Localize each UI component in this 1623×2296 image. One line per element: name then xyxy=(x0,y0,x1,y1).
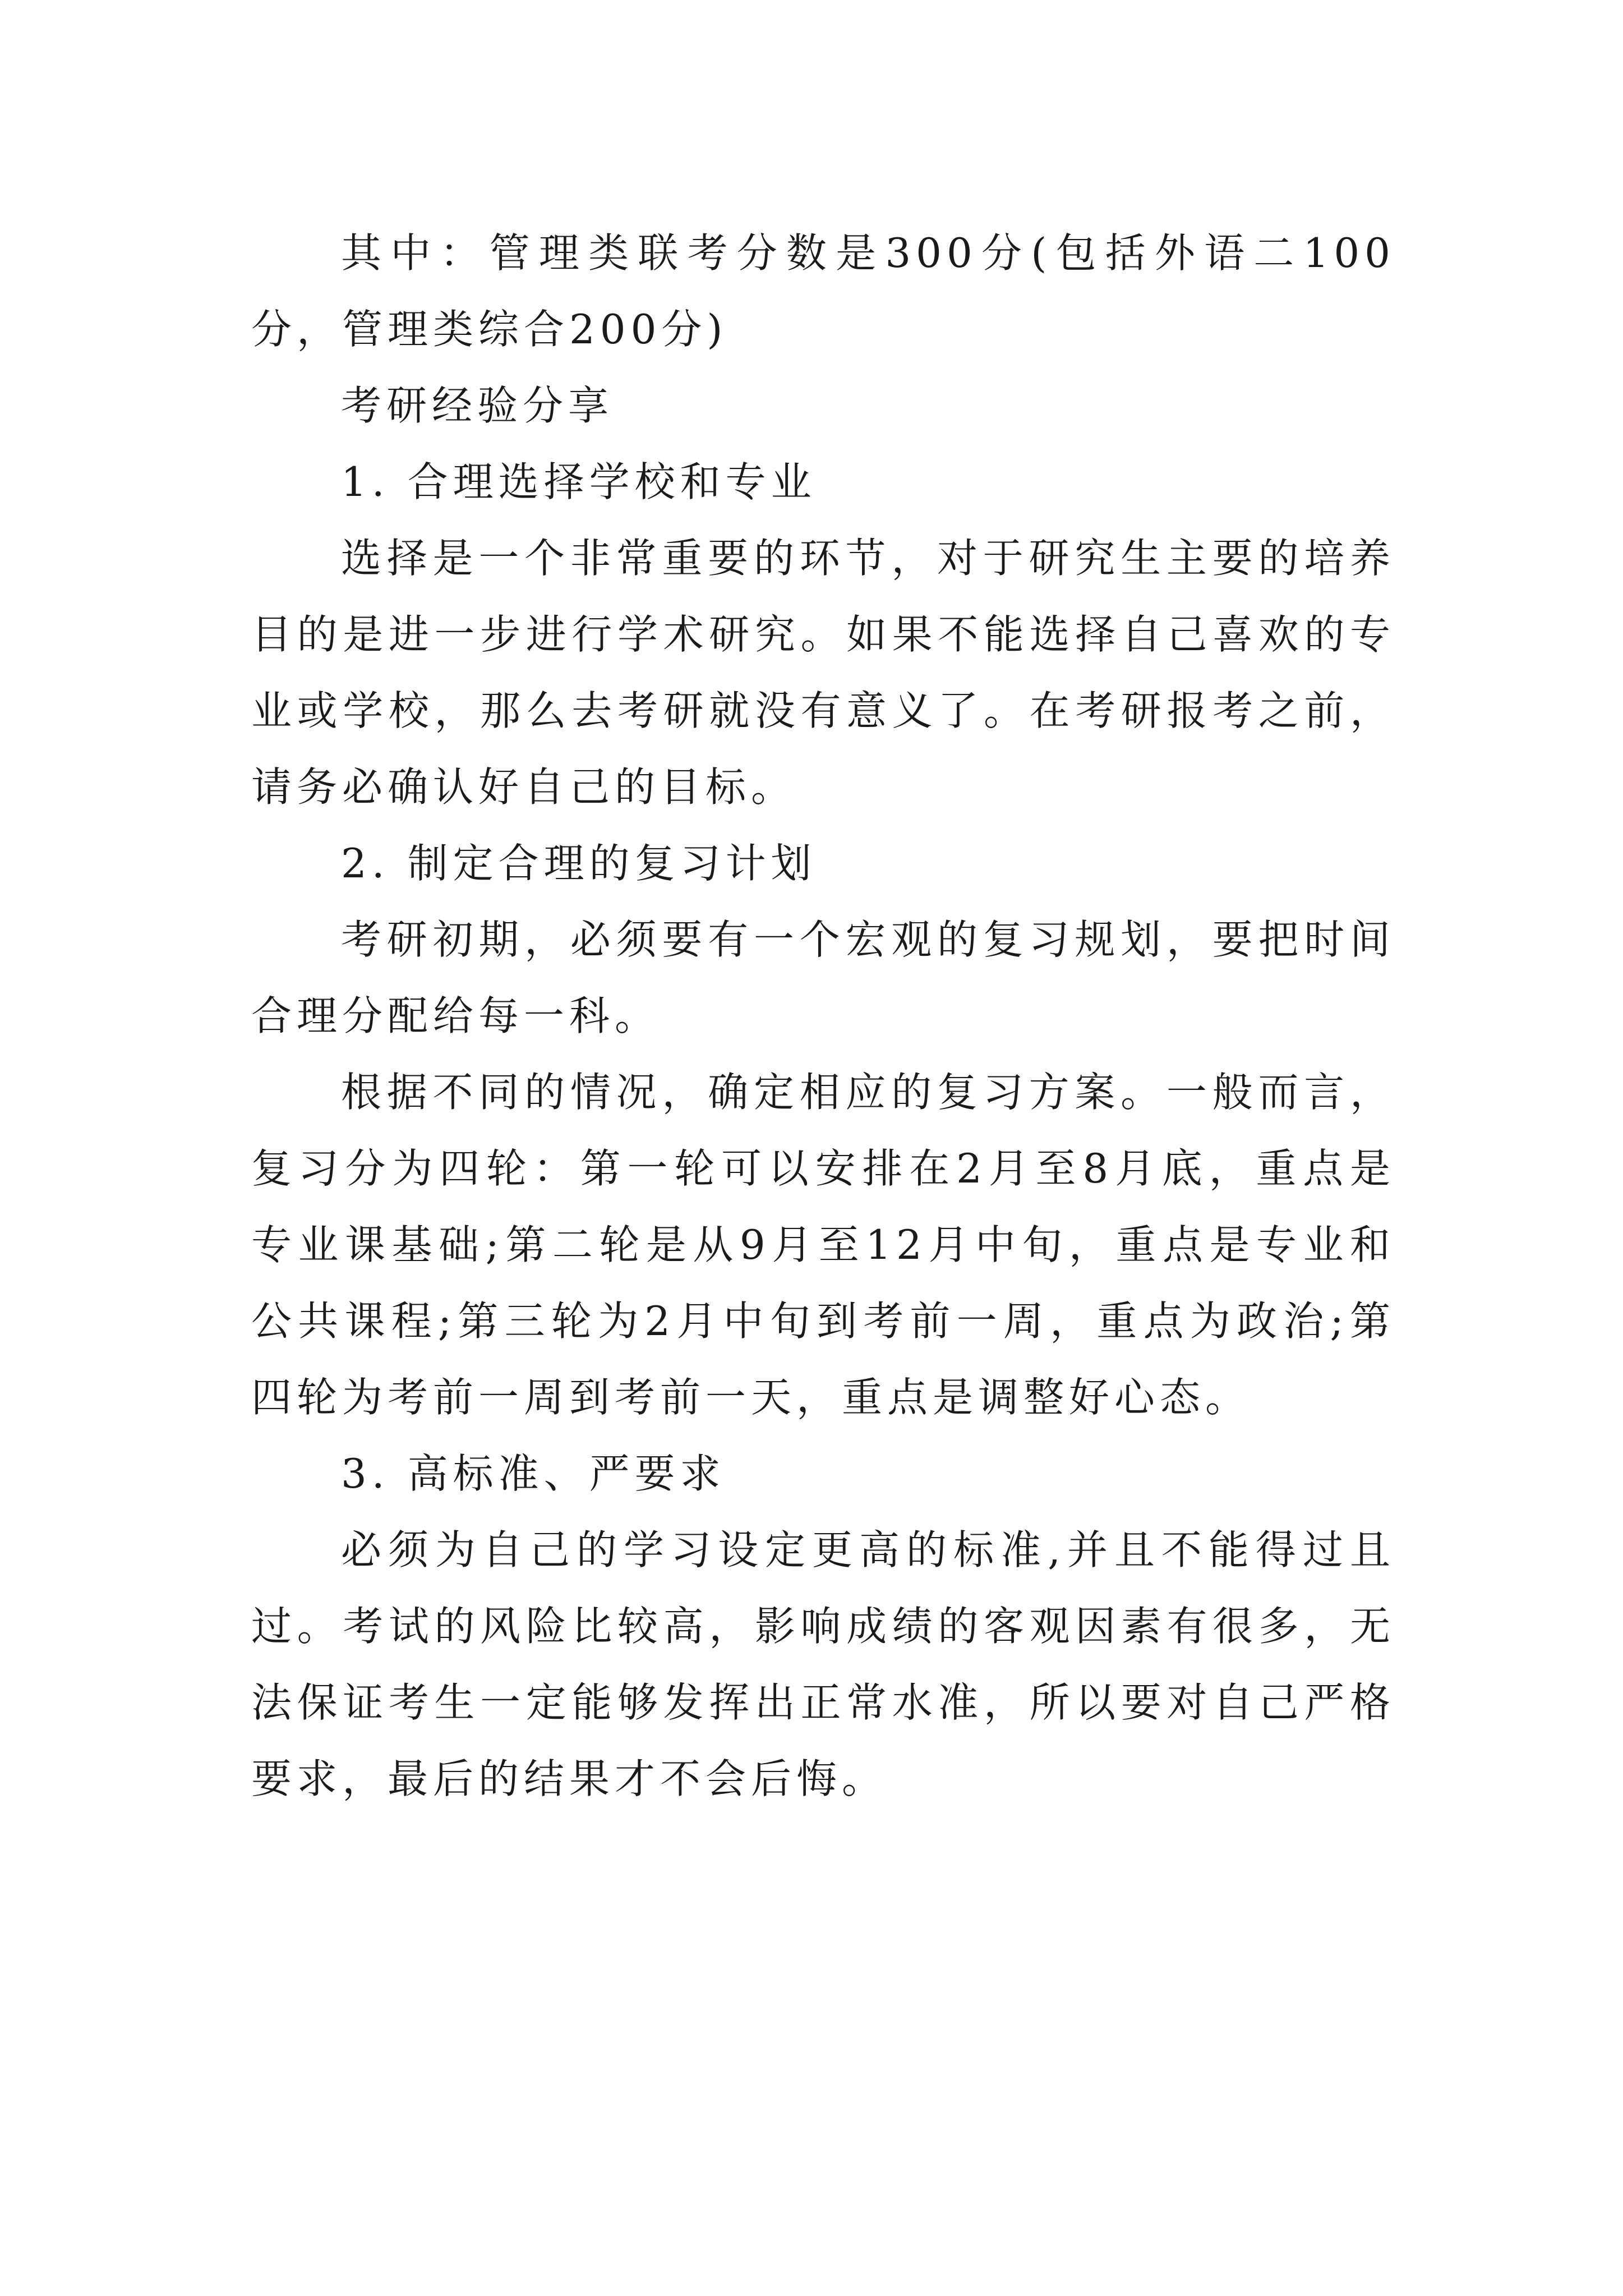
subheading-3: 3. 高标准、严要求 xyxy=(341,1450,726,1497)
paragraph-review-rounds: 根据不同的情况，确定相应的复习方案。一般而言，复习分为四轮：第一轮可以安排在2月至8月底，重点是专业课基础;第二轮是从9月至12月中旬，重点是专业和公共课程;第三轮为2月中旬到考前一周，重点为政治;第四轮为考前一周到考前一天，重点是调整好心态。 xyxy=(251,1069,1395,1421)
paragraph-plan-intro: 考研初期，必须要有一个宏观的复习规划，要把时间合理分配给每一科。 xyxy=(251,916,1395,1039)
document-body xyxy=(251,215,1395,1817)
score-note-paragraph: 其中：管理类联考分数是300分(包括外语二100分，管理类综合200分) xyxy=(251,229,1395,353)
paragraph-choose-school: 选择是一个非常重要的环节，对于研究生主要的培养目的是进一步进行学术研究。如果不能选择自己喜欢的专业或学校，那么去考研就没有意义了。在考研报考之前，请务必确认好自己的目标。 xyxy=(251,535,1395,811)
paragraph-high-standards: 必须为自己的学习设定更高的标准,并且不能得过且过。考试的风险比较高，影响成绩的客观因素有很多，无法保证考生一定能够发挥出正常水准，所以要对自己严格要求，最后的结果才不会后悔。 xyxy=(251,1526,1395,1802)
section-title: 考研经验分享 xyxy=(341,382,614,429)
subheading-1: 1. 合理选择学校和专业 xyxy=(341,458,817,505)
subheading-2: 2. 制定合理的复习计划 xyxy=(341,840,817,887)
